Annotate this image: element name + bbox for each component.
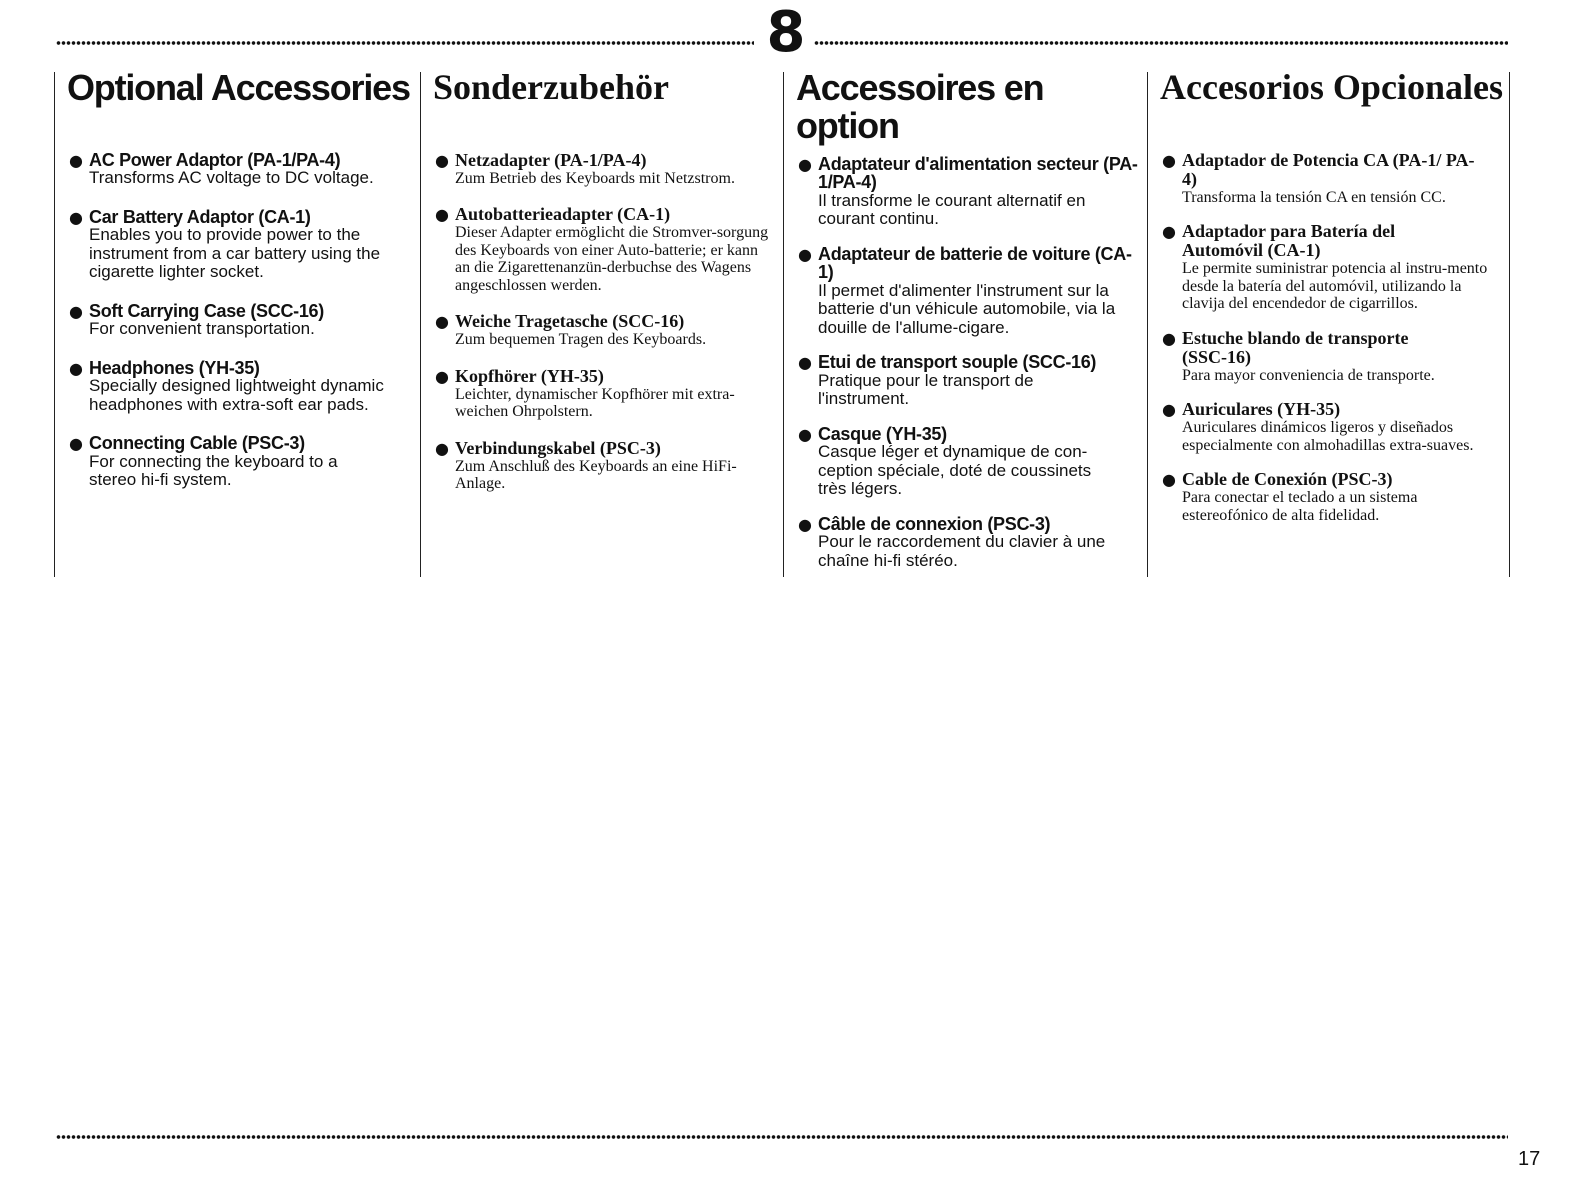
- accessory-list: [67, 151, 420, 490]
- item-description: Zum Betrieb des Keyboards mit Netzstrom.: [455, 169, 735, 187]
- bullet-icon: ●: [1162, 150, 1176, 170]
- column-title: Accessoires en option: [796, 67, 1044, 146]
- accessory-list: [1160, 151, 1509, 525]
- item-title: Car Battery Adaptor (CA-1): [89, 206, 311, 227]
- item-title: Câble de connexion (PSC-3): [818, 513, 1051, 534]
- bullet-icon: ●: [798, 244, 812, 264]
- item-title: Adaptador de Potencia CA (PA-1/ PA-4): [1182, 149, 1475, 189]
- list-item: [1160, 222, 1509, 313]
- bullet-icon: ●: [798, 514, 812, 534]
- item-title: Soft Carrying Case (SCC-16): [89, 300, 324, 321]
- item-title: Estuche blando de transporte (SSC-16): [1182, 327, 1409, 367]
- list-item: [67, 434, 420, 490]
- item-description: Pour le raccordement du clavier à une chaîne hi-fi stéréo.: [818, 532, 1106, 570]
- item-description: Le permite suministrar potencia al instru-mento desde la batería del automóvil, utilizando la clavija del encendedor de cigarrillos.: [1182, 260, 1488, 313]
- column-title: Accesorios Opcionales: [1160, 67, 1503, 107]
- bullet-icon: ●: [435, 205, 449, 225]
- accessory-list: [796, 155, 1147, 571]
- list-item: [796, 353, 1147, 409]
- item-description: For connecting the keyboard to a stereo hi-fi system.: [89, 451, 338, 490]
- list-item: [433, 439, 783, 493]
- list-item: [67, 208, 420, 282]
- item-description: Para mayor conveniencia de transporte.: [1182, 366, 1435, 384]
- top-dotted-rule-right: [814, 40, 1508, 46]
- bullet-icon: ●: [1162, 400, 1176, 420]
- bullet-icon: ●: [69, 301, 83, 321]
- bullet-icon: ●: [435, 312, 449, 332]
- item-description: Transforms AC voltage to DC voltage.: [89, 168, 374, 188]
- item-title: Adaptateur d'alimentation secteur (PA-1/PA-4): [818, 153, 1138, 193]
- item-description: Enables you to provide power to the instrument from a car battery using the cigarette lighter socket.: [89, 225, 381, 282]
- bullet-icon: ●: [435, 150, 449, 170]
- item-description: Il permet d'alimenter l'instrument sur la batterie d'un véhicule automobile, via la douille de l'allume-cigare.: [818, 280, 1116, 337]
- list-item: [433, 151, 783, 188]
- item-description: Transforma la tensión CA en tensión CC.: [1182, 188, 1446, 206]
- item-description: Zum Anschluß des Keyboards an eine HiFi-Anlage.: [455, 457, 737, 493]
- bullet-icon: ●: [1162, 222, 1176, 242]
- item-title: Kopfhörer (YH-35): [455, 365, 604, 386]
- bullet-icon: ●: [798, 353, 812, 373]
- list-item: [67, 359, 420, 415]
- bullet-icon: ●: [69, 207, 83, 227]
- bullet-icon: ●: [435, 438, 449, 458]
- item-title: Casque (YH-35): [818, 423, 947, 444]
- item-title: Cable de Conexión (PSC-3): [1182, 469, 1393, 490]
- bullet-icon: ●: [69, 358, 83, 378]
- page-number: 17: [1518, 1148, 1541, 1170]
- list-item: [67, 151, 420, 188]
- list-item: [1160, 400, 1509, 454]
- item-description: Zum bequemen Tragen des Keyboards.: [455, 331, 707, 349]
- column-english: [54, 67, 420, 577]
- item-title: Adaptador para Batería del Automóvil (CA-1): [1182, 221, 1396, 261]
- column-spanish: [1147, 67, 1509, 577]
- item-title: Etui de transport souple (SCC-16): [818, 352, 1097, 373]
- list-item: [1160, 470, 1509, 524]
- item-title: Verbindungskabel (PSC-3): [455, 437, 661, 458]
- list-item: [796, 515, 1147, 571]
- list-item: [796, 155, 1147, 229]
- bullet-icon: ●: [1162, 328, 1176, 348]
- bottom-dotted-rule: [56, 1134, 1508, 1140]
- item-description: Casque léger et dynamique de con-ception spéciale, doté de coussinets très légers.: [818, 442, 1092, 499]
- list-item: [796, 425, 1147, 499]
- list-item: [796, 245, 1147, 338]
- item-description: Dieser Adapter ermöglicht die Stromver-sorgung des Keyboards von einer Auto-batterie; er kann an die Zigarettenanzün-derbuchse des Wagens angeschlossen werden.: [455, 224, 769, 294]
- right-column-rule: [1509, 72, 1510, 577]
- column-german: [420, 67, 783, 577]
- item-title: Weiche Tragetasche (SCC-16): [455, 311, 685, 332]
- column-title: Optional Accessories: [67, 67, 410, 108]
- item-description: Para conectar el teclado a un sistema estereofónico de alta fidelidad.: [1182, 489, 1418, 524]
- item-title: Autobatterieadapter (CA-1): [455, 204, 671, 225]
- item-title: Auriculares (YH-35): [1182, 399, 1341, 420]
- bullet-icon: ●: [1162, 470, 1176, 490]
- item-title: Connecting Cable (PSC-3): [89, 433, 305, 454]
- item-title: Netzadapter (PA-1/PA-4): [455, 149, 647, 170]
- item-description: Leichter, dynamischer Kopfhörer mit extra-weichen Ohrpolstern.: [455, 385, 735, 421]
- item-description: For convenient transportation.: [89, 319, 315, 339]
- list-item: [1160, 151, 1509, 207]
- top-dotted-rule-left: [56, 40, 754, 46]
- bullet-icon: ●: [69, 434, 83, 454]
- item-title: AC Power Adaptor (PA-1/PA-4): [89, 149, 341, 170]
- list-item: [67, 302, 420, 339]
- column-title: Sonderzubehör: [433, 67, 670, 107]
- accessory-list: [433, 151, 783, 493]
- bullet-icon: ●: [798, 424, 812, 444]
- list-item: [433, 205, 783, 294]
- list-item: [433, 367, 783, 421]
- bullet-icon: ●: [798, 154, 812, 174]
- bullet-icon: ●: [435, 366, 449, 386]
- section-number: 8: [766, 0, 806, 65]
- list-item: [433, 312, 783, 349]
- bullet-icon: ●: [69, 150, 83, 170]
- list-item: [1160, 329, 1509, 385]
- item-description: Pratique pour le transport de l'instrument.: [818, 370, 1034, 409]
- item-description: Auriculares dinámicos ligeros y diseñados especialmente con almohadillas extra-suaves.: [1182, 419, 1474, 454]
- item-description: Il transforme le courant alternatif en courant continu.: [818, 190, 1086, 229]
- column-french: [783, 67, 1147, 577]
- item-title: Headphones (YH-35): [89, 357, 260, 378]
- item-description: Specially designed lightweight dynamic headphones with extra-soft ear pads.: [89, 376, 384, 414]
- item-title: Adaptateur de batterie de voiture (CA-1): [818, 243, 1132, 283]
